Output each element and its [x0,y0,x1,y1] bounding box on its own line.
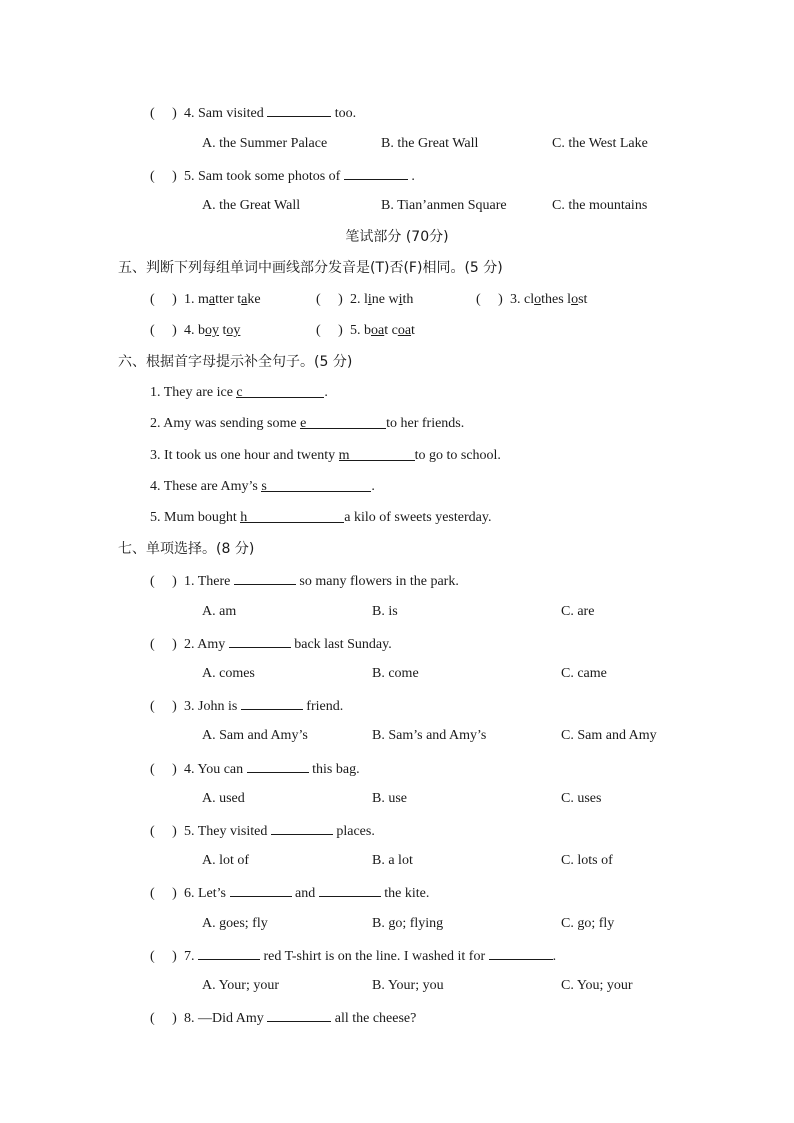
choice-question-2: ( ) 2. Amy back last Sunday. [150,633,392,655]
listening-question-4: ( ) 4. Sam visited too. [150,102,356,124]
answer-bracket[interactable]: ( ) [476,292,503,307]
option-c[interactable]: C. the West Lake [552,136,648,151]
pronunciation-item-5: ( ) 5. boat coat [316,321,415,341]
option-a[interactable]: A. Your; your [202,978,280,993]
choice-question-4: ( ) 4. You can this bag. [150,758,360,780]
option-c[interactable]: C. came [561,666,607,681]
option-b[interactable]: B. a lot [372,853,413,868]
choice-question-1: ( ) 1. There so many flowers in the park. [150,570,459,592]
option-c[interactable]: C. You; your [561,978,633,993]
option-b[interactable]: B. go; flying [372,916,444,931]
section-5-title: 五、判断下列每组单词中画线部分发音是(T)否(F)相同。(5 分) [118,260,503,276]
option-c[interactable]: C. uses [561,791,602,806]
option-a[interactable]: A. Sam and Amy’s [202,728,308,743]
option-c[interactable]: C. go; fly [561,916,615,931]
written-part-header: 笔试部分 (70分) [345,229,449,245]
answer-bracket[interactable]: ( ) [150,1011,177,1026]
answer-blank[interactable] [344,165,408,180]
section-6-title: 六、根据首字母提示补全句子。(5 分) [118,354,353,370]
answer-bracket[interactable]: ( ) [150,574,177,589]
option-b[interactable]: B. Sam’s and Amy’s [372,728,487,743]
sentence-completion-1: 1. They are ice c . [150,385,328,400]
answer-blank[interactable] [267,1007,331,1022]
option-b[interactable]: B. Tian’anmen Square [381,198,507,213]
pronunciation-item-2: ( ) 2. line with [316,290,413,310]
answer-blank[interactable] [241,695,303,710]
answer-bracket[interactable]: ( ) [150,637,177,652]
answer-bracket[interactable]: ( ) [150,106,177,121]
option-a[interactable]: A. used [202,791,245,806]
answer-bracket[interactable]: ( ) [150,323,177,338]
sentence-completion-3: 3. It took us one hour and twenty m to go to school. [150,448,501,463]
choice-question-5: ( ) 5. They visited places. [150,820,375,842]
option-c[interactable]: C. are [561,604,595,619]
choice-question-3: ( ) 3. John is friend. [150,695,343,717]
answer-bracket[interactable]: ( ) [150,699,177,714]
option-a[interactable]: A. comes [202,666,255,681]
answer-bracket[interactable]: ( ) [150,762,177,777]
answer-blank[interactable]: h [240,508,344,523]
choice-question-8: ( ) 8. —Did Amy all the cheese? [150,1007,416,1029]
sentence-completion-2: 2. Amy was sending some e to her friends. [150,416,465,431]
choice-question-6: ( ) 6. Let’s and the kite. [150,882,429,904]
option-b[interactable]: B. use [372,791,407,806]
option-a[interactable]: A. lot of [202,853,250,868]
answer-blank[interactable] [319,882,381,897]
choice-question-7: ( ) 7. red T-shirt is on the line. I washed it for . [150,945,556,967]
option-a[interactable]: A. goes; fly [202,916,268,931]
option-b[interactable]: B. come [372,666,419,681]
answer-blank[interactable] [230,882,292,897]
answer-bracket[interactable]: ( ) [150,824,177,839]
option-a[interactable]: A. the Great Wall [202,198,301,213]
option-b[interactable]: B. the Great Wall [381,136,479,151]
sentence-completion-4: 4. These are Amy’s s . [150,479,375,494]
option-c[interactable]: C. Sam and Amy [561,728,657,743]
option-b[interactable]: B. is [372,604,398,619]
answer-blank[interactable] [247,758,309,773]
answer-bracket[interactable]: ( ) [150,886,177,901]
listening-question-5: ( ) 5. Sam took some photos of . [150,165,415,187]
answer-bracket[interactable]: ( ) [150,292,177,307]
pronunciation-item-1: ( ) 1. matter take [150,290,261,310]
answer-blank[interactable] [234,570,296,585]
option-a[interactable]: A. the Summer Palace [202,136,328,151]
option-c[interactable]: C. the mountains [552,198,648,213]
pronunciation-item-3: ( ) 3. clothes lost [476,290,587,310]
section-7-title: 七、单项选择。(8 分) [118,541,255,557]
option-c[interactable]: C. lots of [561,853,613,868]
answer-blank[interactable]: m [339,446,415,461]
answer-blank[interactable] [229,633,291,648]
answer-blank[interactable] [271,820,333,835]
answer-bracket[interactable]: ( ) [150,949,177,964]
answer-blank[interactable] [267,102,331,117]
option-b[interactable]: B. Your; you [372,978,444,993]
answer-blank[interactable] [489,945,553,960]
answer-blank[interactable]: s [261,477,371,492]
answer-bracket[interactable]: ( ) [316,323,343,338]
pronunciation-item-4: ( ) 4. boy toy [150,321,240,341]
answer-bracket[interactable]: ( ) [150,169,177,184]
answer-bracket[interactable]: ( ) [316,292,343,307]
answer-blank[interactable] [198,945,260,960]
sentence-completion-5: 5. Mum bought h a kilo of sweets yesterday. [150,510,492,525]
option-a[interactable]: A. am [202,604,237,619]
answer-blank[interactable]: c [236,383,324,398]
answer-blank[interactable]: e [300,414,386,429]
